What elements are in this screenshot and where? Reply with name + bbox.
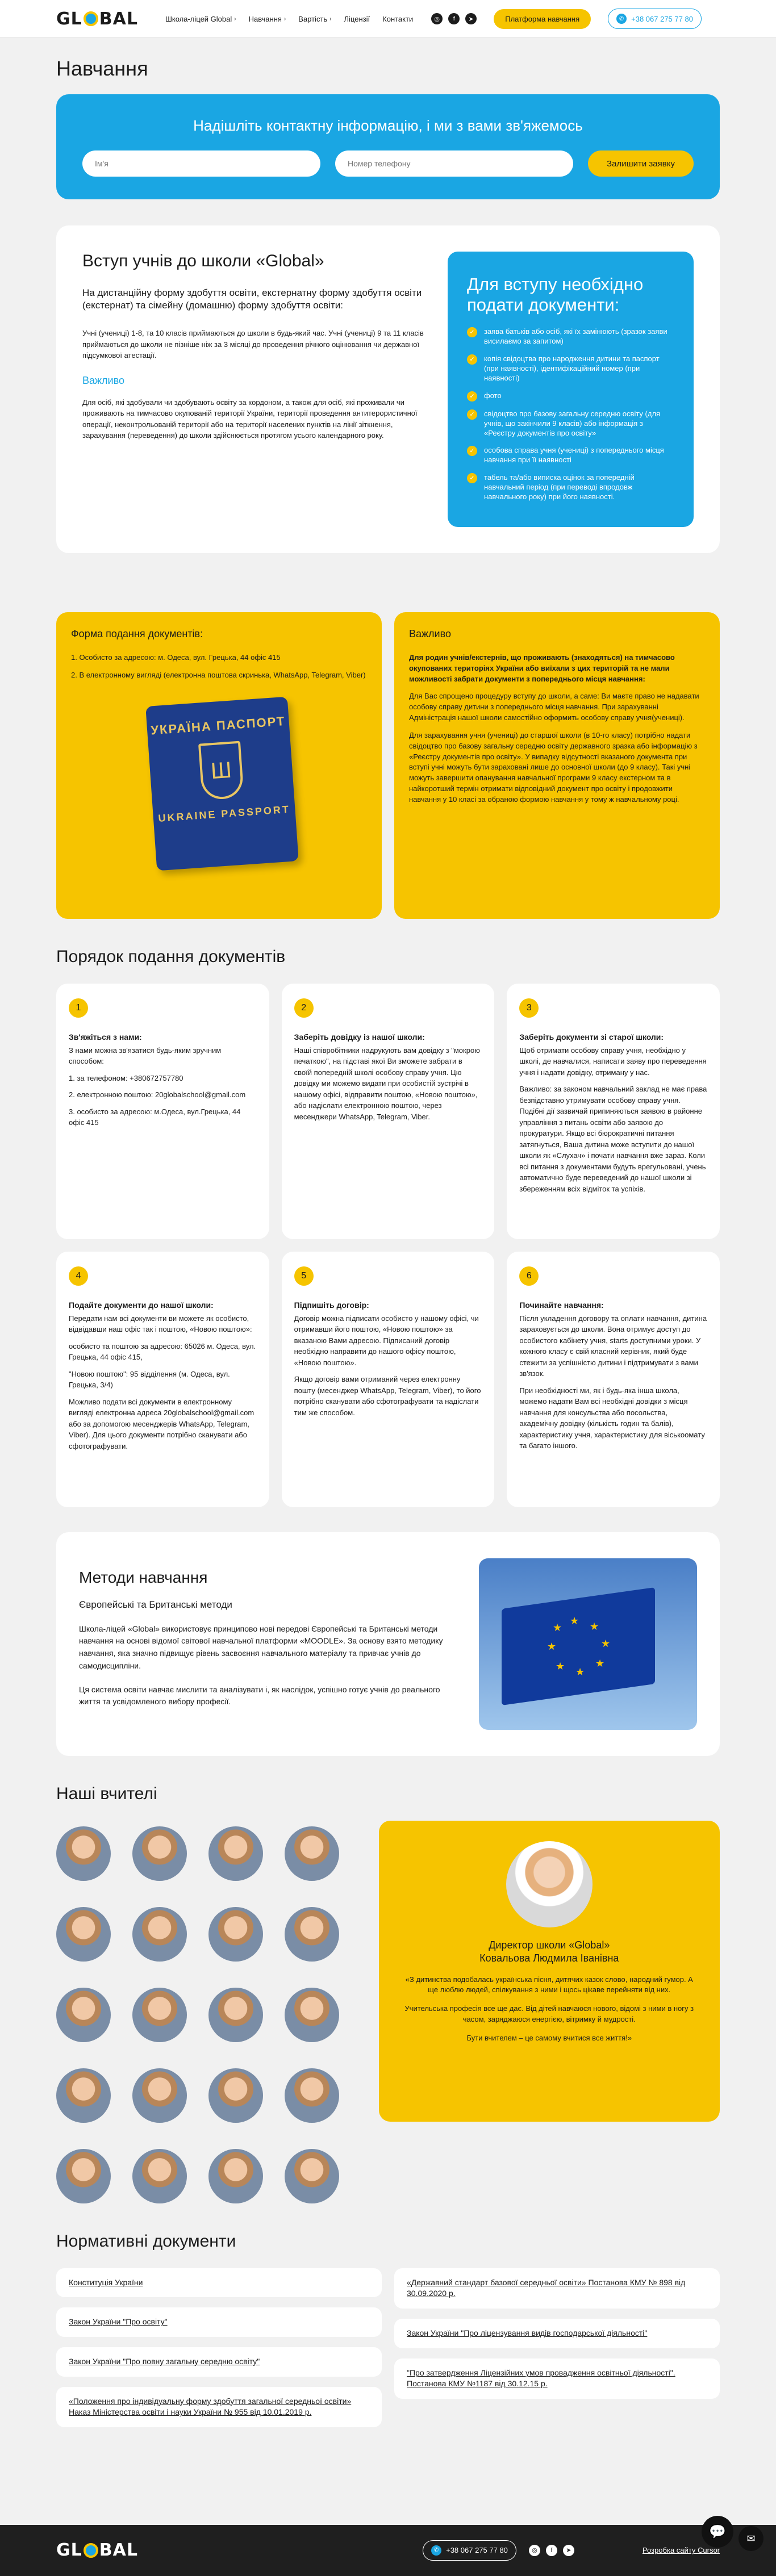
- step-number: 1: [69, 998, 88, 1018]
- step-title: Заберіть документи зі старої школи:: [519, 1032, 664, 1042]
- required-doc-item: [467, 473, 674, 502]
- teachers-title: Наші вчителі: [56, 1784, 157, 1803]
- developer-link[interactable]: Розробка сайту Cursor: [642, 2546, 720, 2555]
- admission-subtitle: На дистанційну форму здобуття освіти, екстернатну форму здобуття освіти (екстернат) та сімейну (домашню) форму здобуття освіти:: [82, 287, 422, 311]
- teacher-avatar[interactable]: [132, 2149, 187, 2203]
- step-card: [507, 984, 720, 1239]
- director-quote: Бути вчителем – це самому вчитися все життя!»: [466, 2034, 632, 2043]
- message-icon[interactable]: ✉: [739, 2526, 764, 2551]
- chat-icon[interactable]: 💬: [702, 2516, 733, 2548]
- required-doc-item: [467, 446, 674, 465]
- step-number: 6: [519, 1266, 539, 1286]
- step-text: "Новою поштою": 95 відділення (м. Одеса, вул. Грецька, 3/4): [69, 1369, 230, 1390]
- logo[interactable]: GL BAL: [56, 9, 138, 29]
- step-number: 3: [519, 998, 539, 1018]
- important-title: Важливо: [409, 628, 451, 639]
- nav-item-label: Вартість: [298, 14, 328, 23]
- step-text: З нами можна зв'язатися будь-яким зручним способом:: [69, 1046, 222, 1066]
- required-docs-title: Для вступу необхідно подати документи:: [467, 274, 644, 315]
- submission-section: [56, 612, 720, 919]
- instagram-icon[interactable]: ◎: [431, 13, 443, 24]
- director-name: Ковальова Людмила Іванівна: [479, 1952, 619, 1964]
- normative-doc-link[interactable]: Закон України "Про ліцензування видів господарської діяльності": [394, 2319, 720, 2348]
- step-card: [56, 1252, 269, 1507]
- step-title: Подайте документи до нашої школи:: [69, 1300, 214, 1310]
- teacher-avatar[interactable]: [56, 2149, 111, 2203]
- nav-item-3[interactable]: [344, 15, 370, 23]
- step-text: особисто та поштою за адресою: 65026 м. Одеса, вул. Грецька, 44 офіс 415,: [69, 1341, 256, 1362]
- step-text: Передати нам всі документи ви можете як особисто, відвідавши наш офіс так і поштою, «Новою поштою»:: [69, 1314, 252, 1334]
- contact-form: [56, 94, 720, 199]
- director-card: [379, 1821, 720, 2122]
- important-card: [394, 612, 720, 919]
- platform-button[interactable]: Платформа навчання: [494, 9, 591, 29]
- methods-title: Методи навчання: [79, 1568, 208, 1586]
- required-doc-text: табель та/або виписка оцінок за попередній навчальний період (при переводі впродовж навчального року) при його наявності.: [484, 473, 635, 501]
- footer-logo[interactable]: GL BAL: [56, 2540, 138, 2561]
- admission-section: [56, 225, 720, 553]
- trident-icon: Ш: [198, 741, 244, 801]
- required-doc-item: [467, 391, 674, 402]
- check-icon: ✓: [467, 409, 477, 420]
- footer-social: [529, 2545, 574, 2556]
- step-text: Договір можна підписати особисто у нашому офісі, чи отримавши його поштою, «Новою поштою» за вказаною Вами адресою. Підписаний договір необхідно направити до нашого офісу поштою, «Новою поштою».: [294, 1314, 479, 1367]
- phone-icon: ✆: [616, 14, 627, 24]
- nav-item-label: Навчання: [248, 14, 282, 23]
- site-header: [0, 0, 776, 37]
- nav-item-label: Ліцензії: [344, 14, 370, 23]
- teacher-avatar[interactable]: [132, 1826, 187, 1881]
- normative-doc-link[interactable]: Закон України "Про освіту": [56, 2307, 382, 2337]
- nav-item-2[interactable]: [298, 15, 331, 23]
- footer-phone[interactable]: [423, 2540, 516, 2561]
- order-title: Порядок подання документів: [56, 947, 286, 966]
- chevron-right-icon: ›: [329, 15, 332, 22]
- step-text: Після укладення договору та оплати навчання, дитина зараховується до школи. Вона отримує доступ до особистого кабінету учня, starts доступними уроки. У кожного класу є свій класний керівник, який буде стежити за успішністю дитини і підтримувати з вами зв'язок.: [519, 1314, 707, 1378]
- main-content: [56, 57, 720, 2427]
- normative-doc-link[interactable]: "Про затвердження Ліцензійних умов провадження освітньої діяльності". Постанова КМУ №1187 від 30.12.15 р.: [394, 2358, 720, 2399]
- teacher-avatar[interactable]: [208, 1988, 263, 2042]
- teacher-avatar[interactable]: [285, 1907, 339, 1962]
- step-title: Підпишіть договір:: [294, 1300, 369, 1310]
- step-title: Зв'яжіться з нами:: [69, 1032, 142, 1042]
- step-text: Якщо договір вами отриманий через електронну пошту (месенджер WhatsApp, Telegram, Viber), то його потрібно сканувати або сфотографувати та надіслати тим же способом.: [294, 1375, 481, 1417]
- step-card: [56, 984, 269, 1239]
- methods-text: Ця система освіти навчає мислити та аналізувати і, як наслідок, успішно готує учнів до реального життя та усвідомленого вибору професії.: [79, 1684, 440, 1707]
- required-docs-list: [467, 327, 674, 502]
- required-doc-item: [467, 409, 674, 438]
- main-nav: [165, 15, 413, 23]
- telegram-icon[interactable]: ➤: [465, 13, 477, 24]
- passport-top-text: УКРАЇНА ПАСПОРТ: [150, 713, 286, 738]
- important-bold: Для родин учнів/екстернів, що проживають (знаходяться) на тимчасово окупованих територіях України або виїхали з цих територій та не мали можливості забрати документи з попереднього місця навчання:: [409, 653, 675, 683]
- step-text: Можливо подати всі документи в електронному вигляді електронна адреса 20globalschool@gmail.com або за допомогою месенджерів WhatsApp, Telegram, Viber). Для цього документи потрібно сканувати або сфотографувати.: [69, 1397, 255, 1450]
- facebook-icon[interactable]: f: [546, 2545, 557, 2556]
- teachers-grid: [56, 1821, 365, 2203]
- header-phone[interactable]: [608, 9, 702, 29]
- admission-text: Учні (учениці) 1-8, та 10 класів приймаються до школи в будь-який час. Учні (учениці) 9 та 11 класів приймаються до школи не пізніше ніж за 3 місяці до проведення річного оцінювання чи державної підсумкової атестації.: [82, 329, 424, 360]
- normative-doc-link[interactable]: Закон України "Про повну загальну середню освіту": [56, 2347, 382, 2377]
- name-input[interactable]: [82, 150, 320, 177]
- check-icon: ✓: [467, 354, 477, 365]
- telegram-icon[interactable]: ➤: [563, 2545, 574, 2556]
- required-doc-item: [467, 327, 674, 346]
- director-quote: «З дитинства подобалась українська пісня, дитячих казок слово, народний гумор. А ще люблю людей, спілкування з ними і щось цікаве перейняти від них.: [405, 1975, 693, 1994]
- required-doc-text: копія свідоцтва про народження дитини та паспорт (при наявності), ідентифікаційний номер (при наявності): [484, 354, 660, 382]
- step-card: [282, 984, 495, 1239]
- step-card: [282, 1252, 495, 1507]
- admission-title: Вступ учнів до школи «Global»: [82, 252, 324, 270]
- director-photo: [506, 1841, 593, 1927]
- teacher-avatar[interactable]: [56, 1988, 111, 2042]
- teacher-avatar[interactable]: [285, 1988, 339, 2042]
- contact-title: Надішліть контактну інформацію, і ми з вами зв'яжемось: [193, 117, 583, 134]
- normative-doc-link[interactable]: «Державний стандарт базової середньої освіти» Постанова КМУ № 898 від 30.09.2020 р.: [394, 2268, 720, 2309]
- teacher-avatar[interactable]: [132, 1988, 187, 2042]
- order-steps: [56, 984, 720, 1507]
- teacher-avatar[interactable]: [208, 2068, 263, 2123]
- teacher-avatar[interactable]: [285, 1826, 339, 1881]
- required-doc-text: особова справа учня (учениці) з попереднього місця навчання при її наявності: [484, 446, 664, 465]
- social-links: [431, 13, 477, 24]
- methods-subtitle: Європейські та Британські методи: [79, 1599, 232, 1610]
- normative-docs: [56, 2268, 720, 2427]
- nav-item-label: Контакти: [382, 14, 414, 23]
- important-label: Важливо: [82, 374, 124, 386]
- teachers-section: [56, 1821, 720, 2203]
- step-number: 2: [294, 998, 314, 1018]
- normative-doc-link[interactable]: «Положення про індивідуальну форму здобуття загальної середньої освіти» Наказ Міністерства освіти і науки України № 955 від 10.01.2019 р.: [56, 2387, 382, 2427]
- step-text: Наші співробітники надрукують вам довідку з "мокрою печаткою", на підставі якої Ви зможете забрати в своїй попередній школі особову справу учня. Цю довідку ми можемо видати при особистій зустрічі в нашому офісі, відправити поштою, «Новою поштою», або надіслати електронною поштою, через месенджери WhatsApp, Telegram, Viber.: [294, 1046, 480, 1121]
- required-doc-text: заява батьків або осіб, які їх замінюють (зразок заяви висилаємо за запитом): [484, 327, 667, 346]
- teacher-avatar[interactable]: [56, 1907, 111, 1962]
- normative-doc-link[interactable]: Конституція України: [56, 2268, 382, 2298]
- facebook-icon[interactable]: f: [448, 13, 460, 24]
- header-phone-number: +38 067 275 77 80: [631, 14, 693, 23]
- chevron-right-icon: ›: [234, 15, 236, 22]
- teacher-avatar[interactable]: [56, 1826, 111, 1881]
- step-number: 4: [69, 1266, 88, 1286]
- nav-item-label: Школа-ліцей Global: [165, 14, 232, 23]
- page-title: Навчання: [56, 57, 148, 80]
- step-title: Заберіть довідку із нашої школи:: [294, 1032, 425, 1042]
- step-text: 1. за телефоном: +380672757780: [69, 1073, 183, 1082]
- important-text: Для зарахування учня (учениці) до старшої школи (в 10-го класу) потрібно надати свідоцтво про базову загальну середню освіту державного зразка або інформацію з «Реєстру документів про освіту». У випадку відсутності вказаного документа при вступі учні можуть бути зараховані лише до основної школи (до 9 класу). Такі учні можуть завершити опанування навчальної програми 9 класу екстерном та в найкоротший термін отримати відповідний документ про освіту і продовжити навчання у 10 класі за обраною формою навчання у тому ж навчальному році.: [409, 730, 698, 804]
- teacher-avatar[interactable]: [208, 1907, 263, 1962]
- nav-item-1[interactable]: [249, 15, 286, 23]
- footer-phone-number: +38 067 275 77 80: [446, 2546, 508, 2555]
- step-text: 2. електронною поштою: 20globalschool@gmail.com: [69, 1090, 246, 1099]
- director-title: Директор школи «Global»: [489, 1939, 610, 1951]
- important-text: Для Вас спрощено процедуру вступу до школи, а саме: Ви маєте право не надавати особову справу дитини з попереднього місця навчання. При зарахуванні Адміністрація нашої школи самостійно оформить особову справу учня(учениці).: [409, 692, 699, 722]
- required-doc-text: фото: [484, 391, 502, 400]
- director-quote: Учительська професія все ще дає. Від дітей навчаюся нового, відомі з ними в ногу з часом, заряджаюся енергією, вітримку й мудрості.: [404, 2004, 694, 2024]
- step-text: При необхідності ми, як і будь-яка інша школа, можемо надати Вам всі необхідні довідки з місця навчання для консульства або посольства, академічну довідку (кількість годин та балів), характеристику учня, характеристику для віськоомату та багато іншого.: [519, 1386, 705, 1450]
- admission-text-2: Для осіб, які здобували чи здобувають освіту за кордоном, а також для осіб, які проживали чи проживають на тимчасово окупованій території України, території проведення антитерористичної операції, неконтрольованій території або на території населених пунктів на лінії зіткнення, зарахування (переведення) до школи здійснюється протягом усього календарного року.: [82, 398, 418, 440]
- step-text: 3. особисто за адресою: м.Одеса, вул.Грецька, 44 офіс 415: [69, 1107, 241, 1127]
- globe-icon: [84, 11, 98, 26]
- nav-item-4[interactable]: [382, 15, 413, 23]
- teacher-avatar[interactable]: [285, 2149, 339, 2203]
- normative-title: Нормативні документи: [56, 2231, 236, 2251]
- required-doc-text: свідоцтво про базову загальну середню освіту (для учнів, що закінчили 9 класів) або інформація з «Реєстру документів про освіту»: [484, 409, 661, 437]
- check-icon: ✓: [467, 473, 477, 483]
- methods-text: Школа-ліцей «Global» використовує принципово нові передові Європейські та Британські методи навчання на основі відомої світової навчальної платформи «MOODLE». За основу взято методику навчання, яка значно підвищує рівень засвоєння навчального матеріалу та привчає учнів до самодисципліни.: [79, 1624, 443, 1670]
- phone-input[interactable]: [335, 150, 573, 177]
- eu-flag-image: ★ ★ ★ ★ ★ ★ ★ ★: [479, 1558, 697, 1730]
- step-text: Щоб отримати особову справу учня, необхідно у школі, де навчалися, написати заяву про переведення учня і надати довідку, отриману у нас.: [519, 1046, 707, 1077]
- teacher-avatar[interactable]: [132, 2068, 187, 2123]
- step-card: [507, 1252, 720, 1507]
- nav-item-0[interactable]: [165, 15, 236, 23]
- submission-form-card: [56, 612, 382, 919]
- teacher-avatar[interactable]: [56, 2068, 111, 2123]
- teacher-avatar[interactable]: [132, 1907, 187, 1962]
- step-text: Важливо: за законом навчальний заклад не має права безпідставно утримувати особову справу учня. Подібні дії зазвичай припиняються заявою в районне управління з питань освіти або заявою до прокуратури. Якщо всі бюрократичні питання затягнуться, Ваша дитина може вступити до нашої школи як «Слухач» і почати навчання вже зараз. Коли всі питання з документами будуть врегульовані, учень автоматично буде переведений до нашої школи зі збереженням всіх відміток та успіхів.: [519, 1085, 707, 1193]
- submit-button[interactable]: Залишити заявку: [588, 150, 694, 177]
- chevron-right-icon: ›: [283, 15, 286, 22]
- teacher-avatar[interactable]: [208, 1826, 263, 1881]
- submission-item: 1. Особисто за адресою: м. Одеса, вул. Грецька, 44 офіс 415: [71, 653, 281, 662]
- passport-image: [117, 701, 322, 872]
- check-icon: ✓: [467, 446, 477, 456]
- phone-icon: ✆: [431, 2545, 441, 2556]
- submission-title: Форма подання документів:: [71, 628, 203, 639]
- submission-item: 2. В електронному вигляді (електронна поштова скринька, WhatsApp, Telegram, Viber): [71, 670, 366, 679]
- step-number: 5: [294, 1266, 314, 1286]
- site-footer: [0, 2525, 776, 2576]
- passport-bottom-text: UKRAINE PASSPORT: [157, 803, 290, 824]
- methods-section: [56, 1532, 720, 1756]
- teacher-avatar[interactable]: [208, 2149, 263, 2203]
- check-icon: ✓: [467, 327, 477, 337]
- instagram-icon[interactable]: ◎: [529, 2545, 540, 2556]
- required-doc-item: [467, 354, 674, 383]
- check-icon: ✓: [467, 391, 477, 402]
- step-title: Починайте навчання:: [519, 1300, 604, 1310]
- globe-icon: [84, 2543, 98, 2558]
- teacher-avatar[interactable]: [285, 2068, 339, 2123]
- required-docs-box: [448, 252, 694, 527]
